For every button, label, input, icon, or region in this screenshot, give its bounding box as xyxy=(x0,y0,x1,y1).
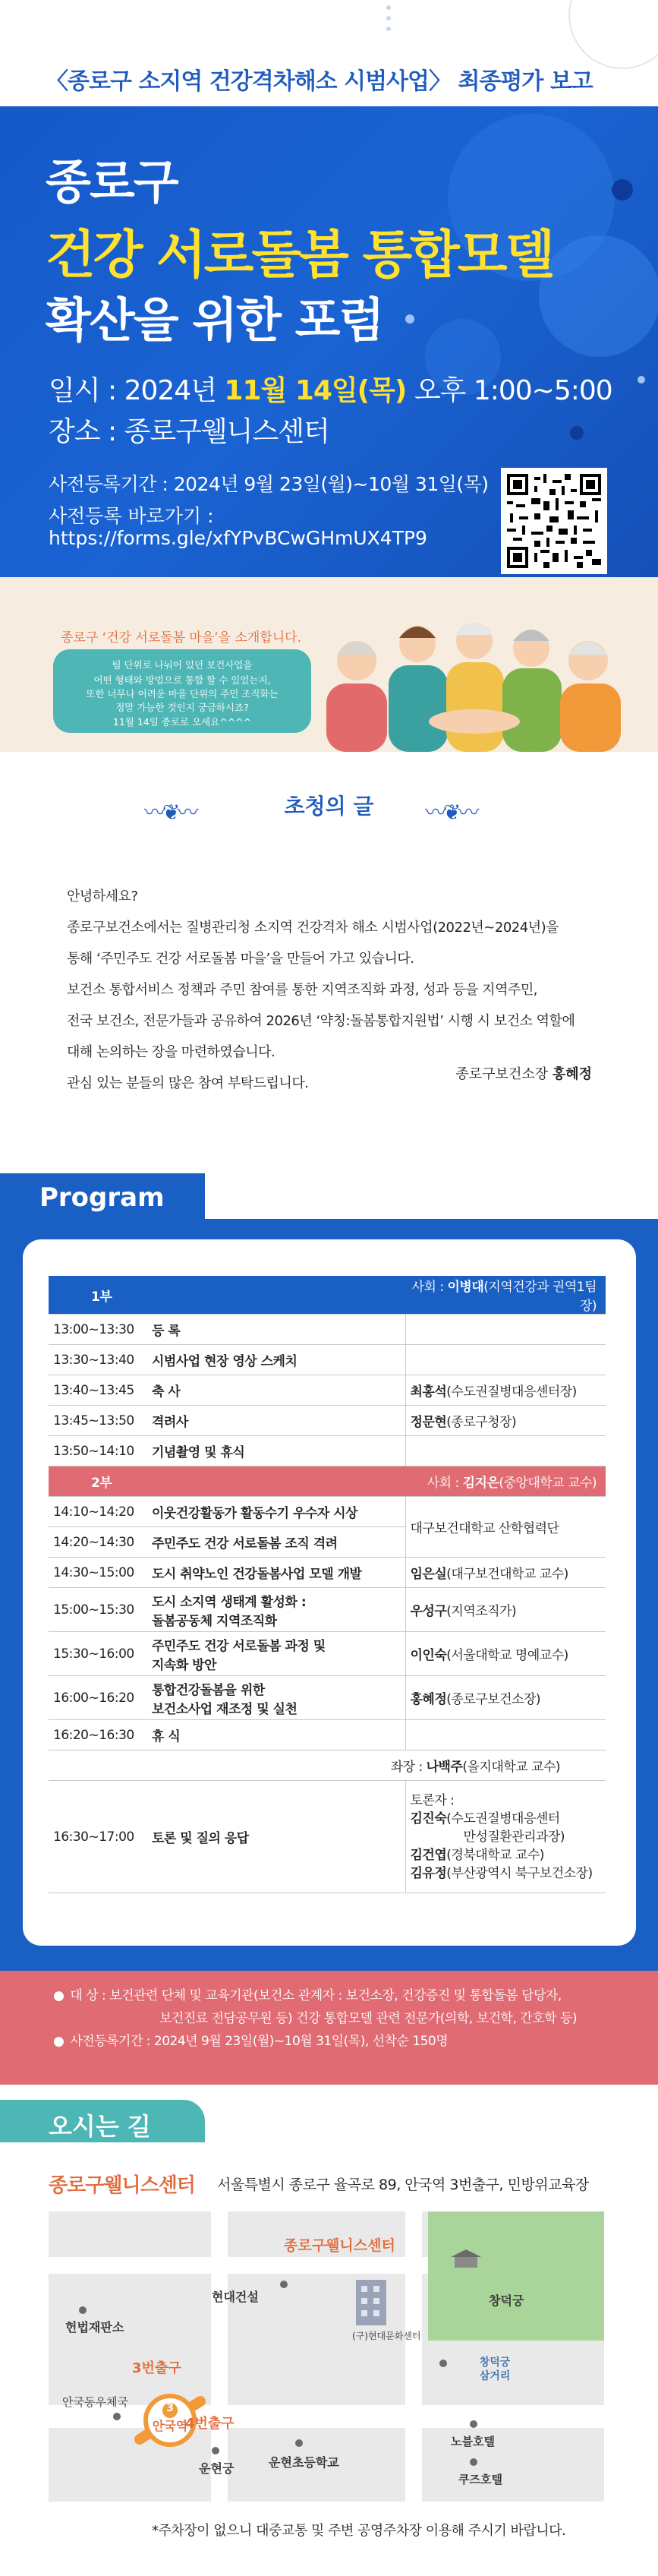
ornament-right-icon: 〰❦〰 xyxy=(425,800,477,825)
program-cell: 토론 및 질의 응답 xyxy=(147,1781,405,1893)
map-label-hyundai: 현대건설 xyxy=(212,2290,259,2304)
time-cell: 14:20~14:30 xyxy=(49,1527,147,1558)
map-label-hotel2: 쿠즈호텔 xyxy=(458,2473,502,2486)
map-label-station: 안국역 xyxy=(152,2419,188,2433)
title-line-1: 종로구 xyxy=(46,154,178,210)
info-band xyxy=(0,1971,658,2085)
speaker-cell xyxy=(405,1345,606,1375)
bullet-icon: ● xyxy=(53,1988,65,2003)
panel-member xyxy=(411,1810,602,1828)
time-cell: 16:20~16:30 xyxy=(49,1720,147,1750)
event-date xyxy=(49,369,612,408)
intro-line: 어떤 형태와 방법으로 통합 할 수 있었는지, xyxy=(93,674,271,686)
program-cell: 시범사업 현장 영상 스케치 xyxy=(147,1345,405,1375)
speaker-name: 임은실 xyxy=(410,1567,447,1582)
speaker-cell xyxy=(405,1632,606,1676)
part1-header-row xyxy=(49,1276,606,1315)
speaker-name: 정문현 xyxy=(410,1415,447,1430)
map-label-court: 헌법재판소 xyxy=(65,2320,124,2334)
program-line: 주민주도 건강 서로돌봄 과정 및 xyxy=(152,1638,326,1654)
part2-host-aff: (중앙대학교 교수) xyxy=(499,1476,597,1491)
program-cell xyxy=(147,1632,405,1676)
invitation-line: 전국 보건소, 전문가들과 공유하여 2026년 ‘약칭:돌봄통합지원법’ 시행 시 보건소 역할에 xyxy=(67,1013,575,1029)
intro-line: 11월 14일 종로로 오세요^^^^ xyxy=(112,716,252,728)
panel-name: 김진숙 xyxy=(410,1810,447,1826)
venue-name: 종로구웰니스센터 xyxy=(49,2174,195,2197)
map-label-exit4: 4번출구 xyxy=(185,2416,235,2432)
chair-row xyxy=(49,1750,606,1781)
target-line-2: 보건진료 전담공무원 등) 건강 통합모델 관련 전문가(의학, 보건학, 간호학 등) xyxy=(159,2011,577,2026)
part2-host xyxy=(405,1466,606,1497)
bullet-icon: ● xyxy=(53,2034,65,2049)
chair-name: 나백주 xyxy=(426,1760,463,1775)
time-cell: 15:00~15:30 xyxy=(49,1588,147,1632)
chair-cell xyxy=(49,1750,606,1781)
part1-host-prefix: 사회 : xyxy=(411,1280,448,1295)
program-cell: 휴 식 xyxy=(147,1720,405,1750)
invitation-greeting: 안녕하세요? xyxy=(67,889,138,904)
registration-link-label: 사전등록 바로가기 : xyxy=(49,505,214,527)
panel-aff: (부산광역시 북구보건소장) xyxy=(446,1865,593,1881)
program-cell: 등 록 xyxy=(147,1315,405,1345)
table-row xyxy=(49,1406,606,1436)
event-date-highlight: 11월 14일(목) xyxy=(224,375,407,406)
speaker-cell xyxy=(405,1406,606,1436)
speaker-name: 우성구 xyxy=(410,1604,447,1619)
intro-line: 정말 가능한 것인지 궁금하시죠? xyxy=(115,702,249,713)
speaker-cell xyxy=(405,1315,606,1345)
map-label-post: 안국동우체국 xyxy=(62,2395,128,2409)
table-row xyxy=(49,1497,606,1527)
program-tab-label: Program xyxy=(39,1182,165,1213)
part2-header-row xyxy=(49,1466,606,1497)
registration-link[interactable]: https://forms.gle/xfYPvBCwGHmUX4TP9 xyxy=(49,527,427,549)
hero-subtitle: 〈종로구 소지역 건강격차해소 시범사업〉 최종평가 보고 xyxy=(46,68,593,95)
speaker-name: 홍혜정 xyxy=(410,1692,447,1707)
table-row xyxy=(49,1588,606,1632)
speaker-cell xyxy=(405,1720,606,1750)
panel-cell xyxy=(405,1781,606,1893)
map-label-hyundai-culture: (구)현대문화센터 xyxy=(352,2331,421,2341)
intro-line: 팀 단위로 나눠어 있던 보건사업을 xyxy=(112,659,253,671)
part1-host-aff: (지역건강과 권역1팀장) xyxy=(483,1280,597,1314)
program-cell: 주민주도 건강 서로돌봄 조직 격려 xyxy=(147,1527,405,1558)
speaker-aff: (수도권질병대응센터장) xyxy=(446,1384,577,1400)
speaker-cell xyxy=(405,1436,606,1466)
map-label-exit3: 3번출구 xyxy=(132,2360,181,2376)
chair-prefix: 좌장 : xyxy=(390,1760,427,1775)
intro-title: 종로구 ‘건강 서로돌봄 마을’을 소개합니다. xyxy=(61,630,302,646)
program-tab xyxy=(0,1173,205,1219)
program-line: 돌봄공동체 지역조직화 xyxy=(152,1613,277,1629)
time-cell: 14:30~15:00 xyxy=(49,1558,147,1588)
program-cell: 도시 취약노인 건강돌봄사업 모델 개발 xyxy=(147,1558,405,1588)
speaker-cell: 대구보건대학교 산학협력단 xyxy=(405,1497,606,1558)
intro-line: 또한 너무나 어려운 마을 단위의 주민 조직화는 xyxy=(86,688,279,699)
panel-aff: (수도권질병대응센터 xyxy=(446,1810,560,1826)
program-cell: 기념촬영 및 휴식 xyxy=(147,1436,405,1466)
program-line: 보건소사업 재조정 및 실천 xyxy=(152,1701,298,1717)
speaker-name: 최홍석 xyxy=(410,1384,447,1400)
time-cell: 13:30~13:40 xyxy=(49,1345,147,1375)
speaker-aff: (서울대학교 명예교수) xyxy=(446,1648,568,1663)
invitation-line: 종로구보건소에서는 질병관리청 소지역 건강격차 해소 시범사업(2022년~2024년)을 xyxy=(67,920,559,936)
target-text: 대 상 : 보건관련 단체 및 교육기관(보건소 관계자 : 보건소장, 건강증진 및 통합돌봄 담당자, xyxy=(70,1988,562,2003)
program-cell xyxy=(147,1676,405,1720)
panel-name: 김건엽 xyxy=(410,1847,447,1863)
program-line: 통합건강돌봄을 위한 xyxy=(152,1682,265,1698)
event-date-prefix: 일시 : 2024년 xyxy=(49,375,225,406)
signature-title: 종로구보건소장 xyxy=(455,1066,553,1082)
seniors-group-illustration-icon xyxy=(304,608,638,752)
invitation-line: 보건소 통합서비스 정책과 주민 참여를 통한 지역조직화 과정, 성과 등을 지역주민, xyxy=(67,982,537,998)
registration-period: 사전등록기간 : 2024년 9월 23일(월)~10월 31일(목) xyxy=(49,473,489,495)
signature-name: 홍혜정 xyxy=(552,1066,592,1082)
time-cell: 13:45~13:50 xyxy=(49,1406,147,1436)
map-label-venue: 종로구웰니스센터 xyxy=(284,2237,395,2254)
time-cell: 13:00~13:30 xyxy=(49,1315,147,1345)
table-row xyxy=(49,1315,606,1345)
program-cell: 격려사 xyxy=(147,1406,405,1436)
event-venue: 장소 : 종로구웰니스센터 xyxy=(49,416,329,447)
speaker-cell xyxy=(405,1588,606,1632)
program-line: 도시 소지역 생태계 활성화 : xyxy=(152,1594,307,1610)
invitation-line: 관심 있는 분들의 많은 참여 부탁드립니다. xyxy=(67,1075,309,1091)
title-line-2: 건강 서로돌봄 통합모델 xyxy=(46,226,553,286)
location-map[interactable] xyxy=(49,2211,604,2502)
speaker-aff: (종로구보건소장) xyxy=(446,1692,540,1707)
panel-member xyxy=(411,1864,602,1883)
map-station-number: 3 xyxy=(166,2402,174,2414)
time-cell: 13:40~13:45 xyxy=(49,1375,147,1406)
speaker-aff: (종로구청장) xyxy=(446,1415,517,1430)
time-cell: 14:10~14:20 xyxy=(49,1497,147,1527)
period-text: 사전등록기간 : 2024년 9월 23일(월)~10월 31일(목), 선착순 150명 xyxy=(70,2034,449,2049)
invitation-heading: 초청의 글 xyxy=(284,794,374,819)
table-row xyxy=(49,1436,606,1466)
ornament-left-icon: 〰❦〰 xyxy=(144,800,196,825)
table-row xyxy=(49,1558,606,1588)
time-cell: 15:30~16:00 xyxy=(49,1632,147,1676)
invitation-line: 대해 논의하는 장을 마련하였습니다. xyxy=(67,1044,275,1060)
chair-aff: (을지대학교 교수) xyxy=(462,1760,560,1775)
directions-tab-label: 오시는 길 xyxy=(49,2112,151,2141)
speaker-name: 이인숙 xyxy=(410,1648,447,1663)
table-row xyxy=(49,1676,606,1720)
panel-label: 토론자 : xyxy=(410,1792,455,1808)
part2-label: 2부 xyxy=(49,1466,405,1497)
title-line-3: 확산을 위한 포럼 xyxy=(46,292,383,348)
map-label-intersection: 창덕궁 삼거리 xyxy=(479,2357,511,2382)
parking-note: *주차장이 없으니 대중교통 및 주변 공영주차장 이용해 주시기 바랍니다. xyxy=(152,2523,566,2539)
map-label-unhyeon: 운현궁 xyxy=(199,2461,235,2476)
time-cell: 16:30~17:00 xyxy=(49,1781,147,1893)
program-cell: 축 사 xyxy=(147,1375,405,1406)
table-row xyxy=(49,1632,606,1676)
table-row xyxy=(49,1345,606,1375)
program-tab-spacer xyxy=(205,1173,658,1219)
time-cell: 13:50~14:10 xyxy=(49,1436,147,1466)
map-label-changdeok: 창덕궁 xyxy=(489,2293,524,2308)
part1-host-name: 이병대 xyxy=(447,1280,484,1295)
intro-speech-bubble xyxy=(53,649,311,733)
program-cell: 이웃건강활동가 활동수기 우수자 시상 xyxy=(147,1497,405,1527)
table-row xyxy=(49,1720,606,1750)
panel-aff: (경북대학교 교수) xyxy=(446,1847,544,1863)
speaker-cell xyxy=(405,1676,606,1720)
part2-host-prefix: 사회 : xyxy=(427,1476,463,1491)
invitation-signature xyxy=(395,1063,592,1083)
speaker-cell xyxy=(405,1558,606,1588)
target-line xyxy=(53,1984,658,2007)
speaker-aff: (지역조직가) xyxy=(446,1604,517,1619)
table-row xyxy=(49,1375,606,1406)
panel-member xyxy=(411,1846,602,1864)
panel-aff-cont: 만성질환관리과장) xyxy=(463,1829,565,1845)
part2-host-name: 김지은 xyxy=(462,1476,499,1491)
venue-address: 서울특별시 종로구 율곡로 89, 안국역 3번출구, 민방위교육장 xyxy=(217,2177,589,2193)
program-schedule-table xyxy=(49,1276,606,1893)
directions-tab xyxy=(0,2100,205,2142)
speaker-cell xyxy=(405,1375,606,1406)
time-cell: 16:00~16:20 xyxy=(49,1676,147,1720)
speaker-aff: (대구보건대학교 교수) xyxy=(446,1567,568,1582)
map-label-hotel1: 노블호텔 xyxy=(451,2435,495,2448)
panel-name: 김유정 xyxy=(410,1865,447,1881)
discussion-row xyxy=(49,1781,606,1893)
hero-banner xyxy=(0,0,658,577)
period-line xyxy=(53,2030,658,2053)
program-line: 지속화 방안 xyxy=(152,1657,217,1673)
intro-band xyxy=(0,577,658,752)
qr-code-icon[interactable] xyxy=(501,468,607,574)
part1-label: 1부 xyxy=(49,1276,405,1315)
part1-host xyxy=(405,1276,606,1315)
map-label-school: 운현초등학교 xyxy=(269,2455,339,2470)
event-date-suffix: 오후 1:00~5:00 xyxy=(406,375,612,406)
invitation-line: 통해 ‘주민주도 건강 서로돌봄 마을’을 만들어 가고 있습니다. xyxy=(67,951,414,967)
program-cell xyxy=(147,1588,405,1632)
